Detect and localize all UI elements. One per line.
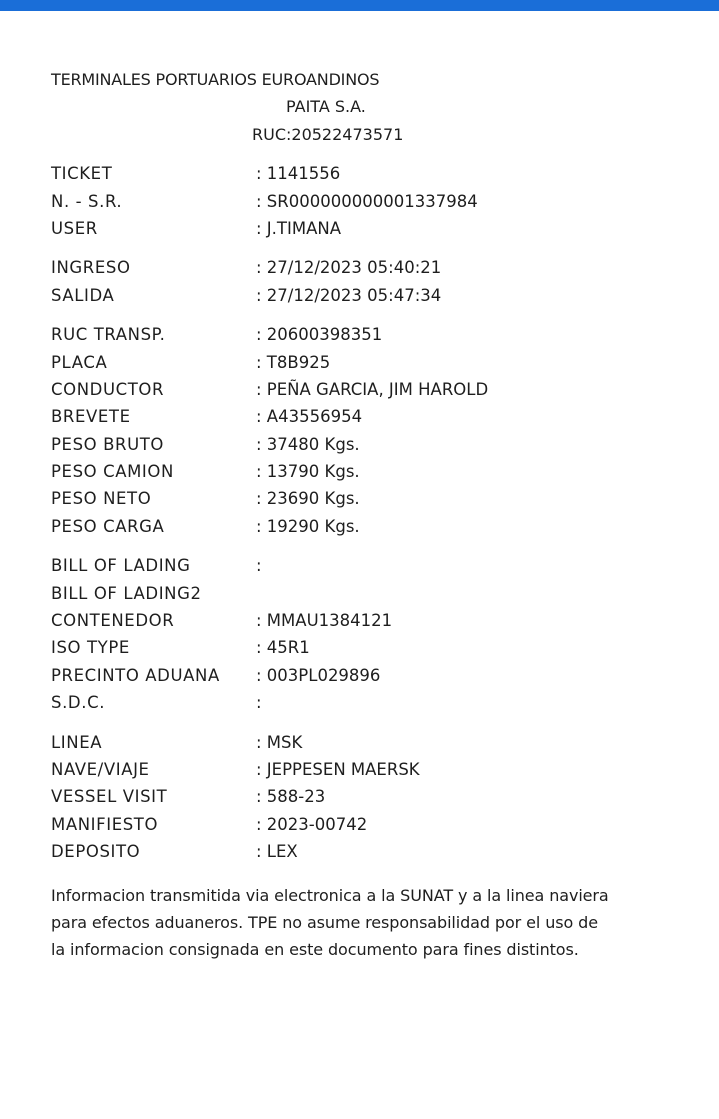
field-value: : 2023-00742	[256, 814, 368, 834]
field-label: S.D.C.	[51, 693, 106, 713]
field-label: VESSEL VISIT	[51, 787, 168, 807]
field-value: : 37480 Kgs.	[256, 434, 360, 454]
top-bar	[0, 0, 719, 11]
field-value: : T8B925	[256, 352, 331, 372]
field-value: : 23690 Kgs.	[256, 489, 360, 509]
field-row	[51, 811, 671, 838]
field-label: ISO TYPE	[51, 638, 130, 658]
field-row	[51, 634, 671, 661]
field-label: DEPOSITO	[51, 842, 141, 862]
cargo-group	[51, 552, 671, 716]
field-row	[51, 729, 671, 756]
field-label: BILL OF LADING	[51, 556, 191, 576]
field-row	[51, 215, 671, 242]
field-row	[51, 403, 671, 430]
field-value: : 003PL029896	[256, 665, 381, 685]
field-label: PRECINTO ADUANA	[51, 665, 220, 685]
field-row	[51, 485, 671, 512]
field-label: CONDUCTOR	[51, 379, 165, 399]
field-row	[51, 662, 671, 689]
field-row	[51, 160, 671, 187]
field-label: MANIFIESTO	[51, 814, 159, 834]
field-label: BREVETE	[51, 407, 131, 427]
field-row	[51, 552, 671, 579]
ticket-document	[51, 66, 671, 963]
field-value: : MMAU1384121	[256, 611, 393, 631]
field-label: INGRESO	[51, 258, 131, 278]
field-label: N. - S.R.	[51, 191, 123, 211]
field-label: PESO CARGA	[51, 516, 165, 536]
field-value: : SR000000000001337984	[256, 191, 478, 211]
company-subtitle: PAITA S.A.	[286, 97, 366, 117]
field-value: : 27/12/2023 05:47:34	[256, 285, 442, 305]
field-row	[51, 282, 671, 309]
vessel-group	[51, 729, 671, 866]
field-row	[51, 689, 671, 716]
field-row	[51, 580, 671, 607]
field-value: : LEX	[256, 842, 298, 862]
company-name: TERMINALES PORTUARIOS EUROANDINOS	[51, 70, 380, 89]
company-ruc: RUC:20522473571	[252, 124, 404, 144]
field-row	[51, 349, 671, 376]
field-value: : 27/12/2023 05:40:21	[256, 258, 442, 278]
field-row	[51, 458, 671, 485]
field-label: PESO BRUTO	[51, 434, 165, 454]
field-row	[51, 431, 671, 458]
field-row	[51, 321, 671, 348]
field-value: : MSK	[256, 732, 303, 752]
field-label: NAVE/VIAJE	[51, 759, 150, 779]
field-value: : JEPPESEN MAERSK	[256, 759, 420, 779]
field-value: :	[256, 556, 262, 576]
field-row	[51, 188, 671, 215]
field-value: : 20600398351	[256, 325, 383, 345]
field-row	[51, 838, 671, 865]
field-value: : 13790 Kgs.	[256, 462, 360, 482]
field-label: RUC TRANSP.	[51, 325, 166, 345]
timestamps-group	[51, 254, 671, 309]
field-label: LINEA	[51, 732, 103, 752]
field-value: :	[256, 693, 262, 713]
field-row	[51, 607, 671, 634]
field-label: PESO NETO	[51, 489, 152, 509]
transport-group	[51, 321, 671, 540]
field-label: SALIDA	[51, 285, 115, 305]
field-label: TICKET	[51, 164, 113, 184]
field-value: : J.TIMANA	[256, 218, 342, 238]
field-value: : 45R1	[256, 638, 310, 658]
field-label: PESO CAMION	[51, 462, 174, 482]
field-label: CONTENEDOR	[51, 611, 175, 631]
field-value: : 1141556	[256, 164, 341, 184]
field-value	[256, 580, 671, 607]
field-row	[51, 513, 671, 540]
ticket-info-group	[51, 160, 671, 242]
field-label: PLACA	[51, 352, 108, 372]
field-row	[51, 376, 671, 403]
field-value: : A43556954	[256, 407, 363, 427]
field-row	[51, 783, 671, 810]
field-row	[51, 756, 671, 783]
disclaimer-note: Informacion transmitida via electronica a la SUNAT y a la linea naviera para efectos aduaneros. TPE no asume responsabilidad por el uso de la informacion consignada en este documento para fines distintos.	[51, 885, 609, 959]
field-value: : 19290 Kgs.	[256, 516, 360, 536]
field-label: USER	[51, 218, 98, 238]
field-value: : 588-23	[256, 787, 326, 807]
field-row	[51, 254, 671, 281]
field-label: BILL OF LADING2	[51, 583, 202, 603]
field-value: : PEÑA GARCIA, JIM HAROLD	[256, 379, 489, 399]
